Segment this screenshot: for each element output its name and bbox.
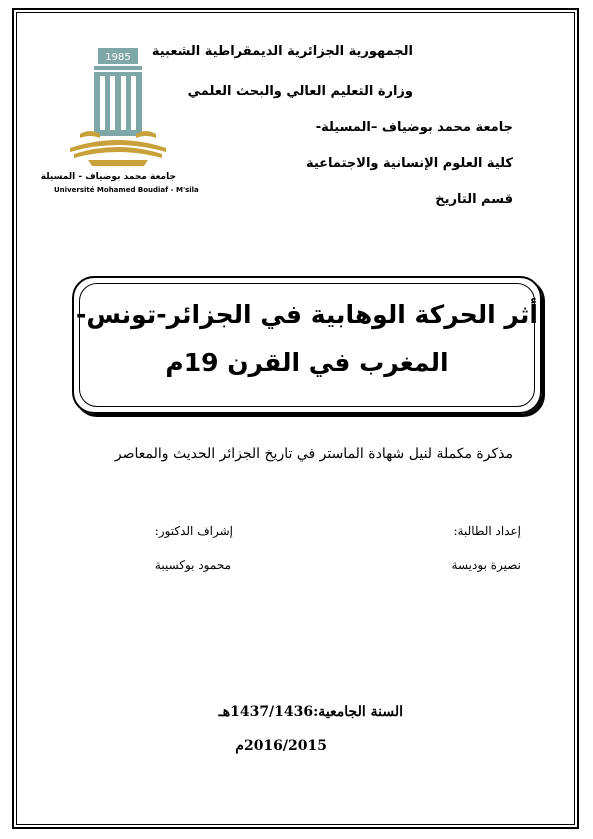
logo-name-ar: جامعة محمد بوضياف - المسيلة: [40, 172, 176, 182]
thesis-title-line2: المغرب في القرن 19م: [165, 348, 449, 377]
thesis-title-line1: أثر الحركة الوهابية في الجزائر-تونس-: [76, 300, 538, 329]
thesis-subtitle: مذكرة مكملة لنيل شهادة الماستر في تاريخ الجزائر الحديث والمعاصر: [114, 446, 513, 462]
title-box: [72, 276, 542, 414]
header-faculty: كلية العلوم الإنسانية والاجتماعية: [305, 156, 513, 171]
university-logo: [40, 48, 199, 198]
logo-year: 1985: [105, 52, 131, 63]
academic-year-line: [219, 704, 403, 720]
academic-year-hijri: 1437/1436هـ: [218, 704, 314, 720]
prepared-by-label: إعداد الطالبة:: [453, 524, 521, 538]
header-republic: الجمهورية الجزائرية الديمقراطية الشعبية: [151, 44, 413, 59]
supervisor-name: محمود بوكسيبة: [154, 558, 231, 572]
header-ministry: وزارة التعليم العالي والبحث العلمي: [187, 84, 413, 99]
logo-name-fr: Université Mohamed Boudiaf - M'sila: [54, 186, 199, 194]
academic-year-gregorian: 2016/2015م: [235, 738, 327, 754]
header-department: قسم التاريخ: [435, 192, 513, 207]
supervisor-label: إشراف الدكتور:: [154, 524, 233, 538]
student-name: نصيرة بوديسة: [451, 558, 521, 572]
academic-year-label: السنة الجامعية:: [313, 704, 403, 720]
header-university: جامعة محمد بوضياف –المسيلة-: [315, 120, 513, 135]
